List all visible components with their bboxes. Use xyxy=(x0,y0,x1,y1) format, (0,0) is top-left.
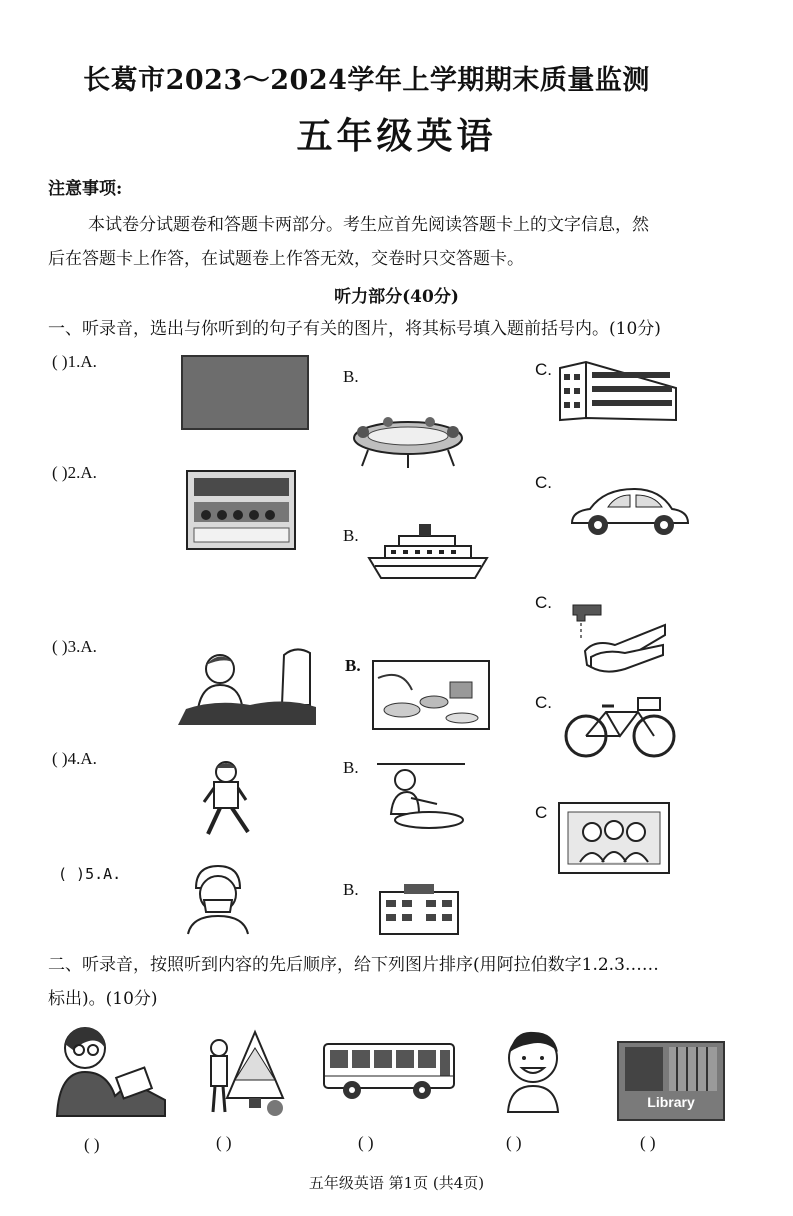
q4-option-b-label: B. xyxy=(343,758,359,777)
q4-a-walking-kid-image xyxy=(198,760,258,842)
question-2-prefix: ( )2.A. xyxy=(52,463,97,482)
notice-heading: 注意事项: xyxy=(48,179,123,199)
q3-c-washing-hands-image xyxy=(565,595,669,675)
q3-b-food-image xyxy=(372,660,490,730)
part2-bus-image xyxy=(322,1040,458,1102)
exam-title: 长葛市2023～2024学年上学期期末质量监测 xyxy=(83,65,650,96)
q5-option-c-label: C xyxy=(535,803,548,822)
notice-line-1: 本试卷分试题卷和答题卡两部分。考生应首先阅读答题卡上的文字信息，然 xyxy=(88,215,649,235)
q2-a-classroom-image xyxy=(186,470,296,550)
q2-option-b-label: B. xyxy=(343,526,359,545)
question-1-prefix: ( )1.A. xyxy=(52,352,97,371)
q5-option-b-label: B. xyxy=(343,880,359,899)
q1-option-b-label: B. xyxy=(343,367,359,386)
part2-instruction-line-1: 二、听录音，按照听到内容的先后顺序，给下列图片排序(用阿拉伯数字1.2.3…… xyxy=(48,955,659,975)
q1-b-park-image xyxy=(348,410,468,470)
q5-b-hospital-building-image xyxy=(376,884,462,934)
notice-line-2: 后在答题卡上作答，在试题卷上作答无效，交卷时只交答题卡。 xyxy=(48,249,524,269)
q1-option-c-label: C. xyxy=(535,360,552,379)
part2-boy-face-image xyxy=(500,1026,566,1112)
q3-option-b-label: B. xyxy=(345,656,361,675)
question-4-prefix: ( )4.A. xyxy=(52,749,97,768)
part2-instruction-line-2: 标出)。(10分) xyxy=(48,989,158,1009)
part2-christmas-tree-image xyxy=(205,1028,295,1118)
q2-b-ship-image xyxy=(367,522,491,582)
page-footer: 五年级英语 第1页 (共4页) xyxy=(308,1174,485,1192)
part1-instruction: 一、听录音，选出与你听到的句子有关的图片，将其标号填入题前括号内。(10分) xyxy=(48,319,661,339)
q5-c-family-photo-image xyxy=(558,802,670,874)
q4-option-c-label: C. xyxy=(535,693,552,712)
q1-a-gray-board-image xyxy=(181,355,309,430)
q1-c-school-building-image xyxy=(556,360,680,425)
library-sign-text: Library xyxy=(647,1094,695,1110)
subject-title: 五年级英语 xyxy=(296,115,497,157)
question-3-prefix: ( )3.A. xyxy=(52,637,97,656)
q4-b-man-rowing-image xyxy=(375,758,467,838)
part2-blank-2: ( ) xyxy=(216,1133,232,1152)
q2-c-car-image xyxy=(568,485,692,540)
part2-blank-4: ( ) xyxy=(506,1133,522,1152)
part2-teacher-image xyxy=(55,1022,167,1118)
q2-option-c-label: C. xyxy=(535,473,552,492)
part2-blank-3: ( ) xyxy=(358,1133,374,1152)
q3-option-c-label: C. xyxy=(535,593,552,612)
q3-a-boy-image xyxy=(176,645,322,727)
part2-blank-1: ( ) xyxy=(84,1135,100,1154)
question-5-prefix: ( )5.A. xyxy=(58,865,122,883)
part2-blank-5: ( ) xyxy=(640,1133,656,1152)
listening-heading: 听力部分(40分) xyxy=(334,287,459,307)
q5-a-doctor-image xyxy=(186,862,250,934)
q4-c-bicycle-image xyxy=(562,692,678,760)
